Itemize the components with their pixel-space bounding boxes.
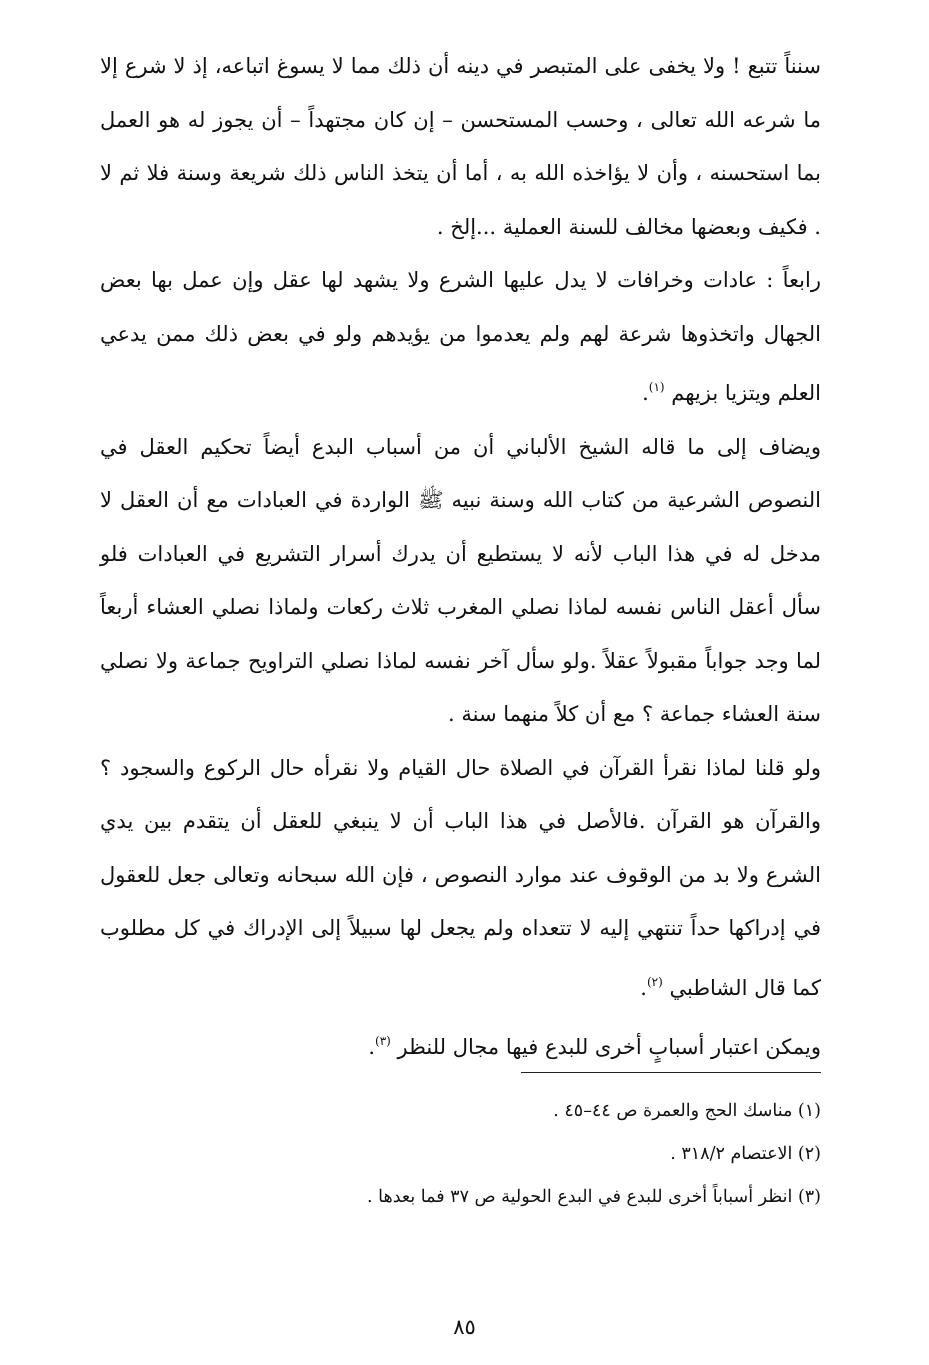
paragraph-5 <box>100 1015 821 1075</box>
footnotes <box>100 1090 821 1219</box>
footnote-ref-3: (٣) <box>375 1034 391 1048</box>
footnote-2: (٢) الاعتصام ٣١٨/٢ . <box>670 1144 821 1164</box>
paragraph-1 <box>100 40 821 254</box>
footnote-3: (٣) انظر أسباباً أخرى للبدع في البدع الحولية ص ٣٧ فما بعدها . <box>367 1187 821 1207</box>
paragraph-4-text: ولو قلنا لماذا نقرأ القرآن في الصلاة حال القيام ولا نقرأه حال الركوع والسجود ؟ والقرآن هو القرآن .فالأصل في هذا الباب أن لا ينبغي للعقل أن يتقدم بين يدي الشرع ولا بد من الوقوف عند موارد النصوص ، فإن الله سبحانه وتعالى جعل للعقول في إدراكها حداً تنتهي إليه لا تتعداه ولم يجعل لها سبيلاً إلى الإدراك في كل مطلوب كما قال الشاطبي <box>100 755 821 1000</box>
page-number: ٨٥ <box>453 1315 476 1339</box>
paragraph-2-period: . <box>642 381 649 405</box>
paragraph-2-text: رابعاً : عادات وخرافات لا يدل عليها الشرع ولا يشهد لها عقل وإن عمل بها بعض الجهال واتخذوها شرعة لهم ولم يعدموا من يؤيدهم ولو في بعض ذلك ممن يدعي العلم ويتزيا بزيهم <box>100 268 821 405</box>
paragraph-1-text: سنناً تتبع ! ولا يخفى على المتبصر في دينه أن ذلك مما لا يسوغ اتباعه، إذ لا شرع إلا ما شرعه الله تعالى ، وحسب المستحسن – إن كان مجتهداً – أن يجوز له هو العمل بما استحسنه ، وأن لا يؤاخذه الله به ، أما أن يتخذ الناس ذلك شريعة وسنة فلا ثم لا . فكيف وبعضها مخالف للسنة العملية ...إلخ . <box>100 54 821 239</box>
paragraph-2 <box>100 254 821 421</box>
footnote-ref-2: (٢) <box>646 974 663 989</box>
footnote-separator <box>521 1072 821 1073</box>
footnote-ref-1: (١) <box>648 380 665 394</box>
footnote-1: (١) مناسك الحج والعمرة ص ٤٤–٤٥ . <box>553 1101 821 1121</box>
paragraph-4-period: . <box>640 975 647 1000</box>
paragraph-3-text: ويضاف إلى ما قاله الشيخ الألباني أن من أسباب البدع أيضاً تحكيم العقل في النصوص الشرعية من كتاب الله وسنة نبيه ﷺ الواردة في العبادات مع أن العقل لا مدخل له في هذا الباب لأنه لا يستطيع أن يدرك أسرار التشريع في العبادات فلو سأل أعقل الناس نفسه لماذا نصلي المغرب ثلاث ركعات ولماذا نصلي العشاء أربعاً لما وجد جواباً مقبولاً عقلاً .ولو سأل آخر نفسه لماذا نصلي التراويح جماعة ولا نصلي سنة العشاء جماعة ؟ مع أن كلاً منهما سنة . <box>100 434 821 726</box>
body-text <box>100 40 821 1075</box>
paragraph-3 <box>100 421 821 742</box>
paragraph-5-text: ويمكن اعتبار أسبابٍ أخرى للبدع فيها مجال للنظر <box>397 1035 821 1059</box>
paragraph-4 <box>100 742 821 1016</box>
paragraph-5-period: . <box>368 1035 376 1059</box>
